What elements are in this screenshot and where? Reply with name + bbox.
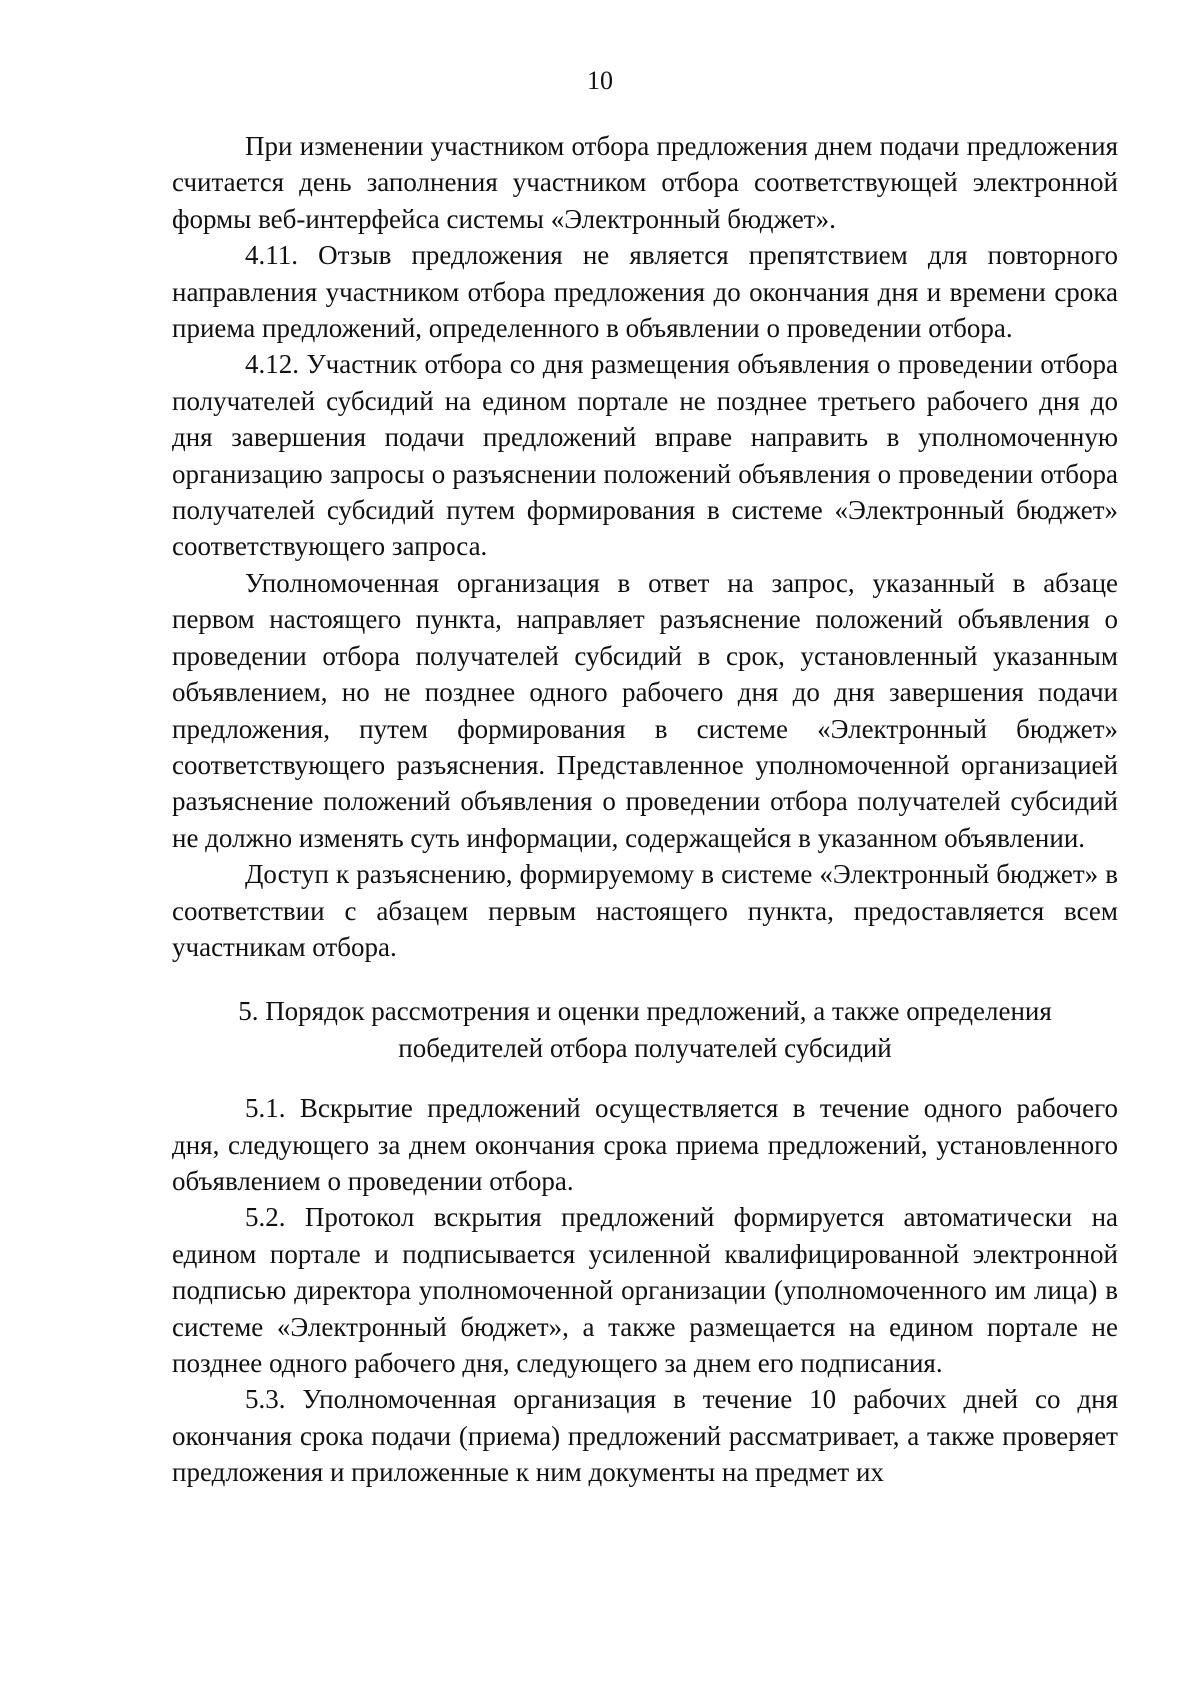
paragraph-4-12: 4.12. Участник отбора со дня размещения объявления о проведении отбора получателей субсидий на едином портале не позднее третьего рабочего дня до дня завершения подачи предложений вправе направить в уполномоченную организацию запросы о разъяснении положений объявления о проведении отбора получателей субсидий путем формирования в системе «Электронный бюджет» соответствующего запроса.: [172, 349, 1118, 562]
paragraph-clarification-access: Доступ к разъяснению, формируемому в системе «Электронный бюджет» в соответствии с абзацем первым настоящего пункта, предоставляется всем участникам отбора.: [172, 859, 1118, 962]
document-body: [172, 128, 1118, 1491]
section-5-heading-line-2: победителей отбора получателей субсидий: [398, 1032, 892, 1063]
paragraph-5-2: 5.2. Протокол вскрытия предложений формируется автоматически на едином портале и подписывается усиленной квалифицированной электронной подписью директора уполномоченной организации (уполномоченного им лица) в системе «Электронный бюджет», а также размещается на едином портале не позднее одного рабочего дня, следующего за днем его подписания.: [172, 1202, 1118, 1378]
paragraph-4-11: 4.11. Отзыв предложения не является препятствием для повторного направления участником отбора предложения до окончания дня и времени срока приема предложений, определенного в объявлении о проведении отбора.: [172, 240, 1118, 344]
section-5-heading-line-1: 5. Порядок рассмотрения и оценки предложений, а также определения: [238, 996, 1052, 1027]
page-number: 10: [587, 66, 613, 95]
paragraph-submission-day: При изменении участником отбора предложения днем подачи предложения считается день заполнения участником отбора соответствующей электронной формы веб-интерфейса системы «Электронный бюджет».: [172, 131, 1118, 234]
paragraph-5-1: 5.1. Вскрытие предложений осуществляется в течение одного рабочего дня, следующего за днем окончания срока приема предложений, установленного объявлением о проведении отбора.: [172, 1093, 1118, 1196]
paragraph-5-3: 5.3. Уполномоченная организация в течение 10 рабочих дней со дня окончания срока подачи (приема) предложений рассматривает, а также проверяет предложения и приложенные к ним документы на предмет их: [172, 1384, 1118, 1488]
paragraph-clarification-response: Уполномоченная организация в ответ на запрос, указанный в абзаце первом настоящего пункта, направляет разъяснение положений объявления о проведении отбора получателей субсидий в срок, установленный указанным объявлением, но не позднее одного рабочего дня до дня завершения подачи предложения, путем формирования в системе «Электронный бюджет» соответствующего разъяснения. Представленное уполномоченной организацией разъяснение положений объявления о проведении отбора получателей субсидий не должно изменять суть информации, содержащейся в указанном объявлении.: [172, 567, 1118, 853]
section-5-heading: [172, 993, 1118, 1066]
